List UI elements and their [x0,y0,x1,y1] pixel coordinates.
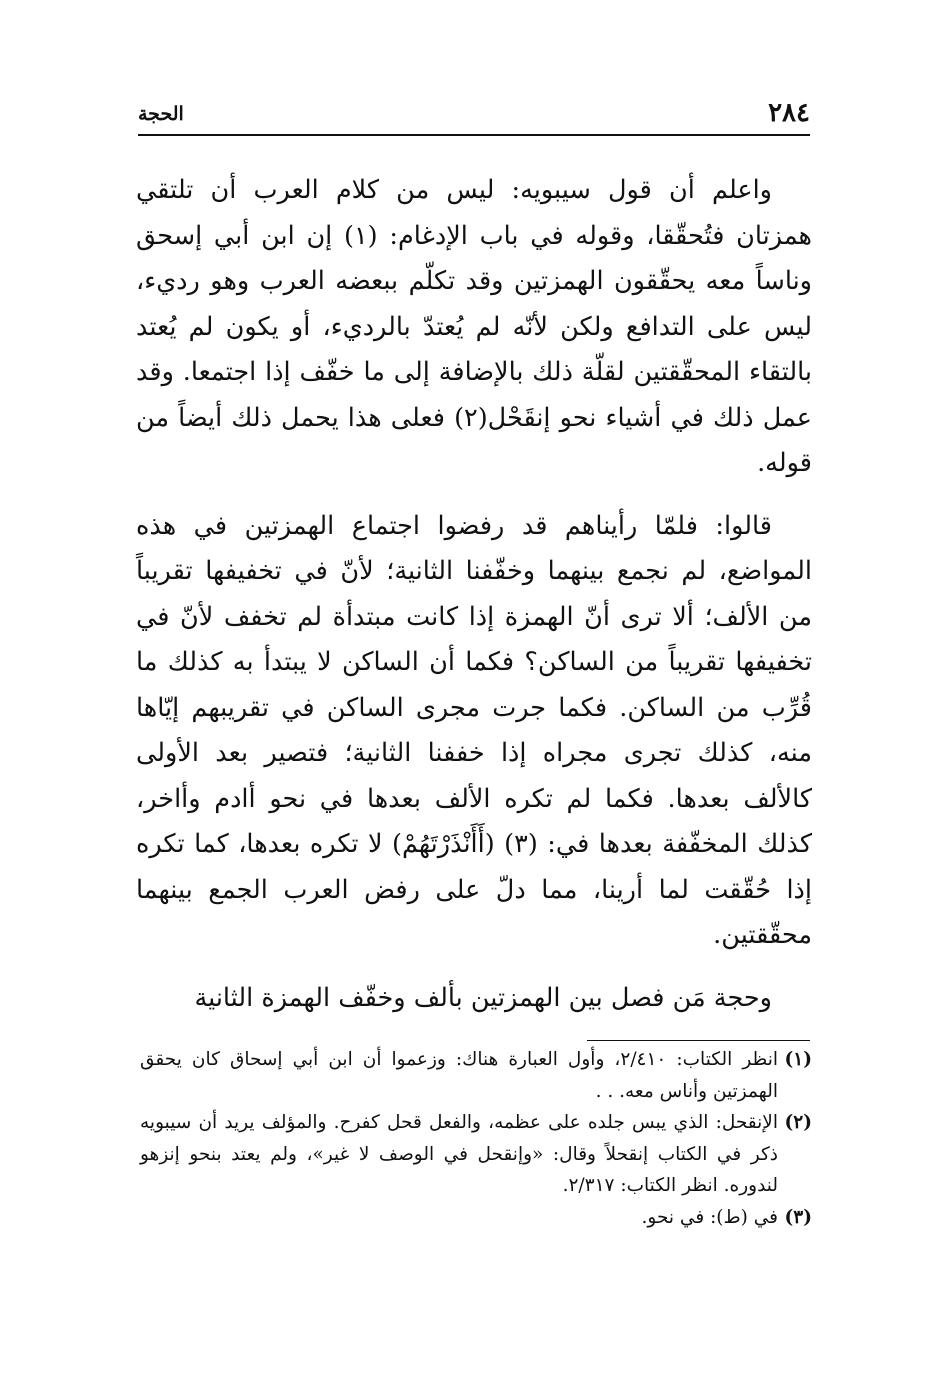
footnote-text: في (ط): في نحو. [641,1206,778,1228]
paragraph: قالوا: فلمّا رأيناهم قد رفضوا اجتماع الهمزتين في هذه المواضع، لم نجمع بينهما وخفّفنا الثانية؛ لأنّ في تخفيفها تقريباً من الألف؛ ألا ترى أنّ الهمزة إذا كانت مبتدأة لم تخفف لأنّ في تخفيفها تقريباً من الساكن؟ فكما أن الساكن لا يبتدأ به كذلك ما قُرِّب من الساكن. فكما جرت مجرى الساكن في تقريبهم إيّاها منه، كذلك تجرى مجراه إذا خففنا الثانية؛ فتصير بعد الأولى كالألف بعدها. فكما لم تكره الألف بعدها في نحو أادم وأاخر، كذلك المخفّفة بعدها في: (٣) (أَأَنْذَرْتَهُمْ) لا تكره بعدها، كما تكره إذا حُقّقت لما أرينا، مما دلّ على رفض العرب الجمع بينهما محقّقتين. [136,510,812,950]
footnote [140,1044,812,1107]
running-title: الحجة [138,103,184,125]
main-text [136,168,812,1021]
paragraph: وحجة مَن فصل بين الهمزتين بألف وخفّف الهمزة الثانية [194,982,772,1013]
footnote-mark: (٣) [784,1206,812,1228]
page-number: ٢٨٤ [768,98,810,128]
footnote-mark: (١) [784,1049,812,1070]
footnote-text: الإنقحل: الذي يبس جلده على عظمه، والفعل قحل كفرح. والمؤلف يريد أن سيبويه ذكر في الكتاب إنقحلاً وقال: «وإنقحل في الوصف لا غير»، ولم يعتد بنحو إنزهو لندوره. انظر الكتاب: ٢/٣١٧. [140,1112,778,1196]
footnote-mark: (٢) [784,1112,812,1133]
paragraph: واعلم أن قول سيبويه: ليس من كلام العرب أن تلتقي همزتان فتُحقّقا، وقوله في باب الإدغام: (١) إن ابن أبي إسحق وناساً معه يحقّقون الهمزتين وقد تكلّم ببعضه العرب وهو رديء، ليس على التدافع ولكن لأنّه لم يُعتدّ بالرديء، أو يكون لم يُعتد بالتقاء المحقّقتين لقلّة ذلك بالإضافة إلى ما خفّف إذا اجتمعا. وقد عمل ذلك في أشياء نحو إنقَحْل(٢) فعلى هذا يحمل ذلك أيضاً من قوله. [136,175,813,478]
footnote [140,1202,812,1234]
footnote-text: انظر الكتاب: ٢/٤١٠، وأول العبارة هناك: وزعموا أن ابن أبي إسحاق كان يحقق الهمزتين وأناس معه. . . [140,1049,778,1102]
footnote-divider [587,1040,810,1041]
footnote [140,1107,812,1202]
page-header [138,96,810,136]
footnotes [140,1044,812,1233]
